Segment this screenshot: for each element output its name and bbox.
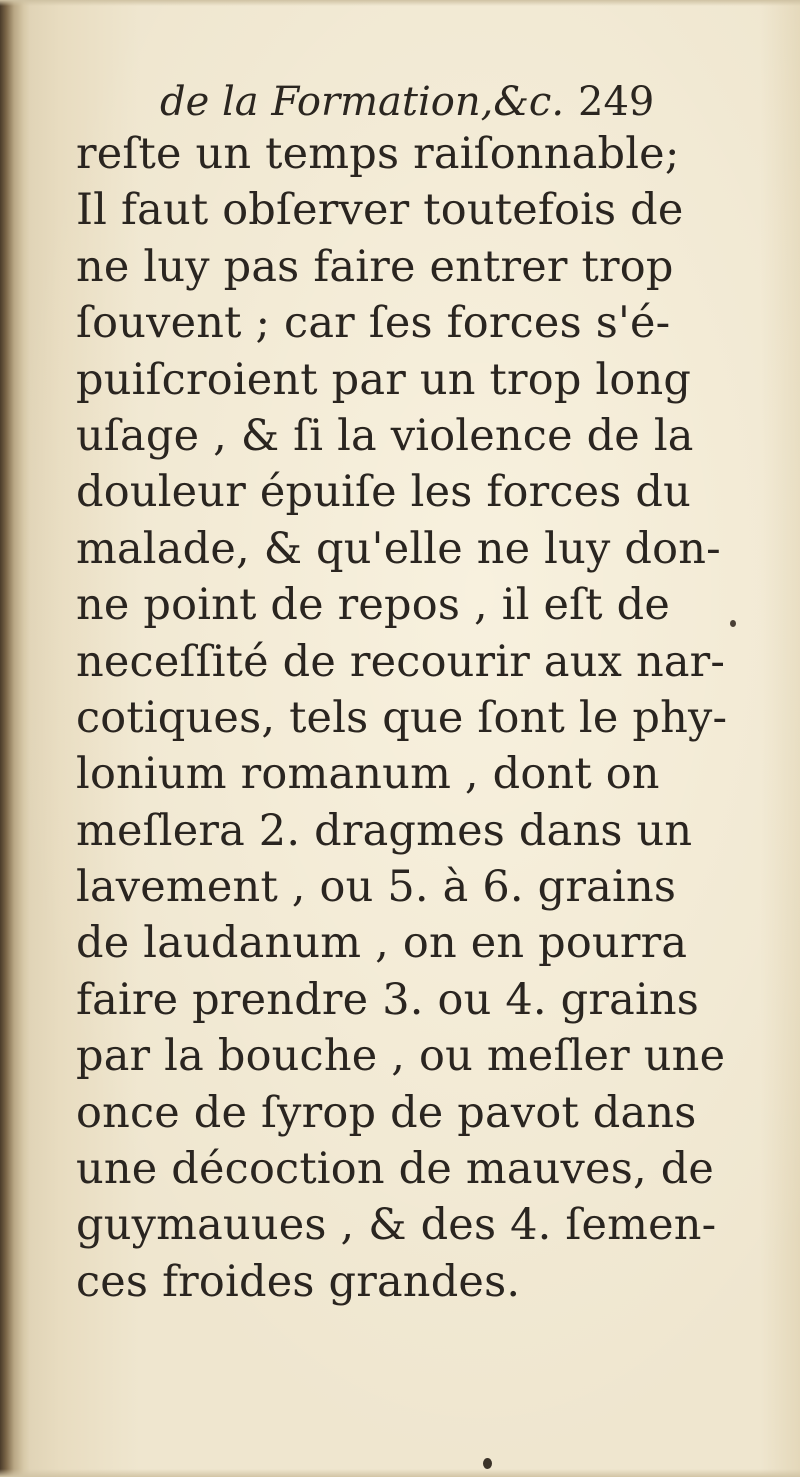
body-text bbox=[76, 126, 728, 1310]
ink-speck bbox=[730, 620, 736, 627]
text-line: de laudanum , on en pourra bbox=[76, 918, 688, 969]
text-line: ces froides grandes. bbox=[76, 1256, 521, 1307]
running-head-title: de la Formation,&c. bbox=[160, 79, 565, 125]
text-line: malade, & qu'elle ne luy don- bbox=[76, 523, 721, 574]
text-line: reſte un temps raiſonnable; bbox=[76, 129, 680, 179]
text-line: uſage , & ſi la violence de la bbox=[76, 410, 694, 461]
text-line: meſlera 2. dragmes dans un bbox=[76, 805, 693, 856]
text-line: puiſcroient par un trop long bbox=[76, 354, 692, 405]
ink-mark bbox=[483, 1458, 492, 1469]
text-line: ne luy pas faire entrer trop bbox=[76, 241, 674, 292]
text-line: lonium romanum , dont on bbox=[76, 749, 660, 800]
text-line: once de ſyrop de pavot dans bbox=[76, 1087, 697, 1138]
text-line: neceſſité de recourir aux nar- bbox=[76, 636, 726, 687]
text-line: lavement , ou 5. à 6. grains bbox=[76, 862, 677, 913]
running-head bbox=[160, 72, 680, 132]
page-bottom-edge bbox=[0, 1469, 800, 1477]
text-line: faire prendre 3. ou 4. grains bbox=[76, 974, 700, 1025]
text-line: cotiques, tels que ſont le phy- bbox=[76, 692, 728, 743]
text-line: douleur épuiſe les forces du bbox=[76, 467, 692, 518]
text-line: guymauues , & des 4. ſemen- bbox=[76, 1200, 717, 1251]
text-line: ne point de repos , il eſt de bbox=[76, 580, 671, 631]
page-number: 249 bbox=[578, 79, 655, 125]
page-top-edge bbox=[0, 0, 800, 6]
text-line: une décoction de mauves, de bbox=[76, 1144, 715, 1195]
text-line: ſouvent ; car ſes forces s'é- bbox=[76, 298, 671, 349]
text-line: par la bouche , ou meſler une bbox=[76, 1031, 726, 1082]
page-binding-shadow bbox=[0, 0, 30, 1477]
text-line: Il faut obſerver toutefois de bbox=[76, 185, 684, 236]
